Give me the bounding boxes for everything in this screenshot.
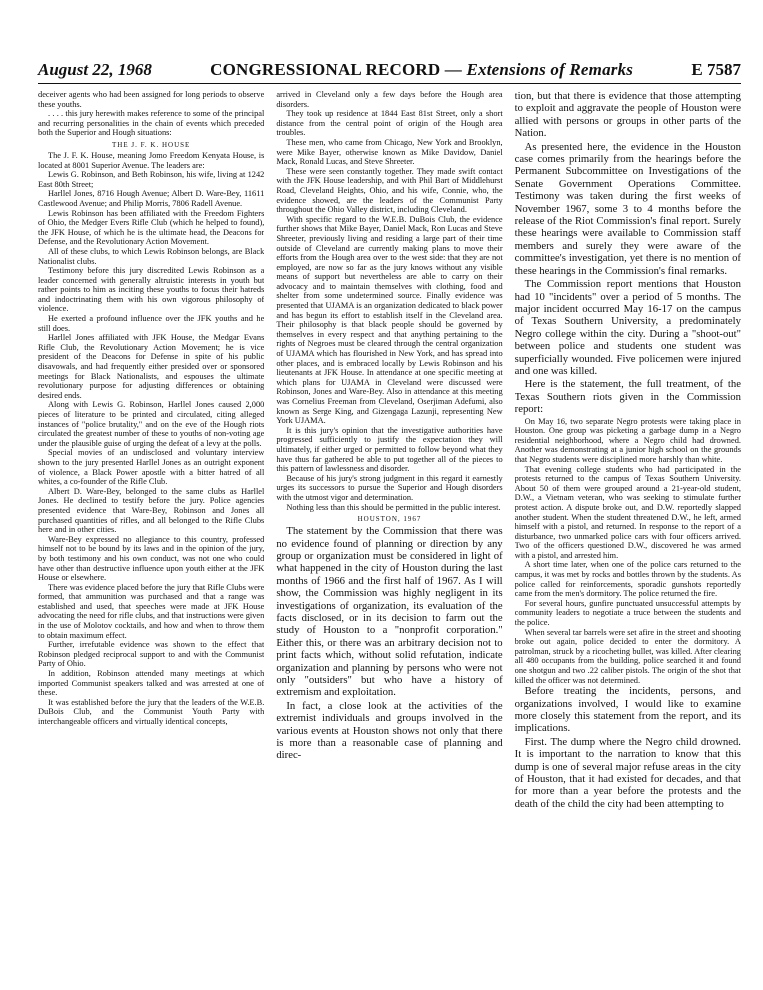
paragraph: The Commission report mentions that Houston had 10 "incidents" over a period of 5 months. The major incident occurred May 16-17 on the campus of Texas Southern University, a predominately Negro college within the city. During a "shoot-out" between police and students one student was superficially wounded. Five policemen were injured and one was killed.	[514, 278, 741, 377]
paragraph: It is this jury's opinion that the investigative authorities have progressed sufficiently to justify the expectation they will ultimately, if either urged or permitted to follow beyond what they have thus far gathered be able to put together all of the pieces to this pattern of lawlessness and disorder.	[276, 425, 503, 474]
column-1	[38, 90, 264, 990]
paragraph: Here is the statement, the full treatment, of the Texas Southern riots given in the Commission report:	[514, 378, 741, 416]
paragraph: Before treating the incidents, persons, and organizations involved, I would like to examine more closely this statement from the report, and its implications.	[514, 685, 741, 735]
paragraph: First. The dump where the Negro child drowned. It is important to the narration to know that this dump is one of several major refuse areas in the city of Houston, that it had existed for decades, and that for more than a year before the protests and the death of the child the city had been attempting to	[514, 735, 741, 810]
quote-paragraph: For several hours, gunfire punctuated unsuccessful attempts by community leaders to negotiate a truce between the students and the police.	[514, 598, 741, 628]
paragraph: Harllel Jones affiliated with JFK House, the Medgar Evans Rifle Club, the Revolutionary Action Movement; he is vice president of the Deacons for Defense in spite of his public disavowals, and had frequently either presided over or sponsored meetings for Black Nationalists, and espouses the ultimate revolutionary purpose for adjusting differences or obtaining desired ends.	[38, 333, 265, 400]
header-date: August 22, 1968	[38, 60, 152, 79]
paragraph: The statement by the Commission that there was no evidence found of planning or direction by any group or organization must be considered in light of what happened in the city of Houston during the last months of 1966 and the first half of 1967. As I will show, the Commission was highly negligent in its investigations of organization, its evaluation of the facts disclosed, or in its decision to farm out the study of Houston to a "nonprofit corporation." Either this, or there was an arbitrary decision not to print facts which, without solid refutation, indicate organization and planning by persons who were not only "outsiders" but who have a history of extremism and exploitation.	[276, 525, 503, 699]
paragraph: Lewis G. Robinson, and Beth Robinson, his wife, living at 1242 East 80th Street;	[38, 170, 265, 189]
column-3-large-text-2	[515, 685, 741, 810]
paragraph: Harllel Jones, 8716 Hough Avenue; Albert D. Ware-Bey, 11611 Castlewood Avenue; and Philip Morris, 7806 Radell Avenue.	[38, 189, 265, 208]
column-2-large-text	[276, 525, 502, 762]
paragraph: Albert D. Ware-Bey, belonged to the same clubs as Harllel Jones. He declined to testify before the jury. Police agencies presented evidence that Ware-Bey, Robinson and Jones all purchased quantities of rifles, and all belonged to the Rifle Clubs here and in other cities.	[38, 486, 265, 535]
paragraph: As presented here, the evidence in the Houston case comes primarily from the hearings before the Permanent Subcommittee on Investigations of the Senate Government Operations Committee. Testimony was taken during the first weeks of November 1967, some 3 to 4 months before the release of the Riot Commission's final report. Surely these hearings were available to Commission staff members and surely they were aware of the committee's investigation, yet there is no mention of these hearings in the Commission's final remarks.	[514, 140, 741, 277]
quote-paragraph: On May 16, two separate Negro protests were taking place in Houston. One group was picketing a garbage dump in a Negro residential neighborhood, where a Negro child had drowned. Another was demonstrating at a junior high school on the grounds that Negro students were disciplined more harshly than white.	[514, 416, 741, 464]
quote-paragraph: That evening college students who had participated in the protests returned to the campus of Texas Southern University. About 50 of them were grouped around a 21-year-old student, D.W., a Vietnam veteran, who was seeking to stimulate further protest action. A dispute broke out, and D.W. reportedly slapped another student. When the student threatened D.W., he left, armed himself with a pistol, and returned. In response to the report of a disturbance, two unmarked police cars with four officers arrived. Two of the officers questioned D.W., discovered he was armed with a pistol, and arrested him.	[514, 464, 741, 560]
paragraph: He exerted a profound influence over the JFK youths and he still does.	[38, 314, 265, 333]
paragraph: Special movies of an undisclosed and voluntary interview shown to the jury presented Harllel Jones as an outright exponent of violence, a Black Power apostle with a bitter hatred of all whites, a co-founder of the Rifle Club.	[38, 448, 265, 487]
page-number: E 7587	[691, 60, 741, 79]
paragraph: arrived in Cleveland only a few days before the Hough area disorders.	[276, 90, 503, 109]
paragraph: With specific regard to the W.E.B. DuBois Club, the evidence further shows that Mike Bayer, Daniel Mack, Ron Lucas and Steve Shreeter, previously living and residing a large part of their time outside of Cleveland are currently making plans to move their efforts from the Hough area over to the west side: that they are not employed, are now so far as the jury knows without any visible means of support but nevertheless are able to carry on their advocacy and to maintain themselves with clothing, food and shelter from some undetermined source. Finally evidence was presented that UJAMA is an organization dedicated to black power and has begun its effort to establish itself in the Cleveland area. Their philosophy is that black people should be governed by themselves in every respect and that anything pertaining to the rights of Negroes must be cleared through the central organization of UJAMA which has flourished in New York, and has spread into other places, and is embraced locally by Lewis Robinson and his lieutenants at JFK House. In attendance at one specific meeting at which plans for UJAMA in Cleveland were discussed were Robinson, Jones and Ware-Bey. Also in attendance at this meeting was Cornelius Freeman from Cleveland, Oserjiman Adefumi, also known as Serge King, and Gizengaga Lazunji, representing New York UJAMA.	[276, 214, 503, 426]
paragraph: In addition, Robinson attended many meetings at which imported Communist speakers talked and was arrested at one of these.	[38, 669, 265, 698]
paragraph: Testimony before this jury discredited Lewis Robinson as a leader concerned with generally altruistic interests in youth but rather points to him as inciting these youths to focus their hatreds and indoctrinating them with his own vigorous philosophy of violence.	[38, 266, 265, 314]
column-2	[276, 90, 502, 990]
quoted-report-excerpt	[515, 417, 741, 686]
paragraph: . . . . this jury herewith makes reference to some of the principal and recurring personalities in the chain of events which preceded both the Superior and Hough situations:	[38, 109, 265, 138]
page-header	[38, 60, 741, 84]
paragraph: In fact, a close look at the activities of the extremist individuals and groups involved in the various events at Houston shows not only that there is more than a reasonable case of planning and direc-	[276, 699, 503, 762]
paragraph: There was evidence placed before the jury that Rifle Clubs were formed, that ammunition was purchased and that a range was established and used, that speeches were made at JFK House advocating the need for rifle clubs, and that instructions were given in the use of Molotov cocktails, and how and when to throw them to obtain maximum effect.	[38, 582, 265, 640]
paragraph: All of these clubs, to which Lewis Robinson belongs, are Black Nationalist clubs.	[38, 246, 265, 266]
columns	[38, 90, 741, 990]
quote-paragraph: When several tar barrels were set afire in the street and shooting broke out again, police decided to enter the dormitory. A patrolman, struck by a ricocheting bullet, was killed. After clearing all 480 occupants from the building, police searched it and found one shotgun and two .22 caliber pistols. The origin of the shot that killed the officer was not determined.	[514, 627, 741, 685]
header-publication	[210, 60, 633, 80]
paragraph: tion, but that there is evidence that those attempting to exploit and aggravate the people of Houston were allied with persons or groups in other parts of the Nation.	[514, 90, 741, 140]
paragraph: These were seen constantly together. They made swift contact with the JFK House leadership, and with Phil Bart of Middlehurst Road, Cleveland Heights, Ohio, and his wife, Connie, who, the evidence showed, are the leaders of the Communist Party throughout the Ohio Valley district, including Cleveland.	[276, 166, 503, 215]
column-3-large-text	[515, 90, 741, 416]
section-heading: HOUSTON, 1967	[357, 515, 422, 524]
section-title: Extensions of Remarks	[466, 60, 634, 79]
paragraph: Because of his jury's strong judgment in this regard it earnestly urges its successors to pursue the Superior and Hough disorders with the utmost vigor and determination.	[276, 473, 503, 502]
paragraph: Along with Lewis G. Robinson, Harllel Jones caused 2,000 pieces of literature to be printed and circulated, citing alleged instances of "police brutality," and on the eve of the Hough riots circulated the greatest number of these to youths of non-voting age under the plausible guise of urging the defeat of a levy at the polls.	[38, 400, 265, 448]
paragraph: They took up residence at 1844 East 81st Street, only a short distance from the central point of origin of the Hough area troubles.	[276, 109, 503, 138]
paragraph: Further, irrefutable evidence was shown to the effect that Robinson pledged reciprocal support to and with the Communist Party of Ohio.	[38, 640, 265, 669]
column-2-small-text	[276, 90, 502, 523]
paragraph: deceiver agents who had been assigned for long periods to observe these youths.	[38, 90, 265, 109]
paragraph: It was established before the jury that the leaders of the W.E.B. DuBois Club, and the Communist Youth Party with interchangeable officers and virtually identical concepts,	[38, 697, 265, 726]
paragraph: Lewis Robinson has been affiliated with the Freedom Fighters of Ohio, the Medger Evers Rifle Club (which he helped to found), the JFK House, of which he is the ultimate head, the Deacons for Defense, and the Revolutionary Action Movement.	[38, 208, 265, 247]
paragraph: Ware-Bey expressed no allegiance to this country, professed himself not to be bound by its laws and in the opinion of the jury, by both testimony and his own conduct, was not one who could have other than destructive influence upon youth either at the JFK House or elsewhere.	[38, 534, 265, 583]
section-heading: THE J. F. K. HOUSE	[112, 140, 191, 149]
paragraph: These men, who came from Chicago, New York and Brooklyn, were Mike Bayer, otherwise known as Mike Davidow, Daniel Mack, Ronald Lucas, and Steve Shreeter.	[276, 137, 503, 167]
paragraph: Nothing less than this should be permitted in the public interest.	[286, 502, 501, 512]
quote-paragraph: A short time later, when one of the police cars returned to the campus, it was met by rocks and bottles thrown by the students. As police called for reinforcements, sporadic gunshots reportedly came from the men's dormitory. The police returned the fire.	[514, 560, 741, 599]
paragraph: The J. F. K. House, meaning Jomo Freedom Kenyata House, is located at 8001 Superior Avenue. The leaders are:	[38, 150, 265, 170]
column-3	[515, 90, 741, 990]
publication-title: CONGRESSIONAL RECORD —	[210, 60, 462, 79]
